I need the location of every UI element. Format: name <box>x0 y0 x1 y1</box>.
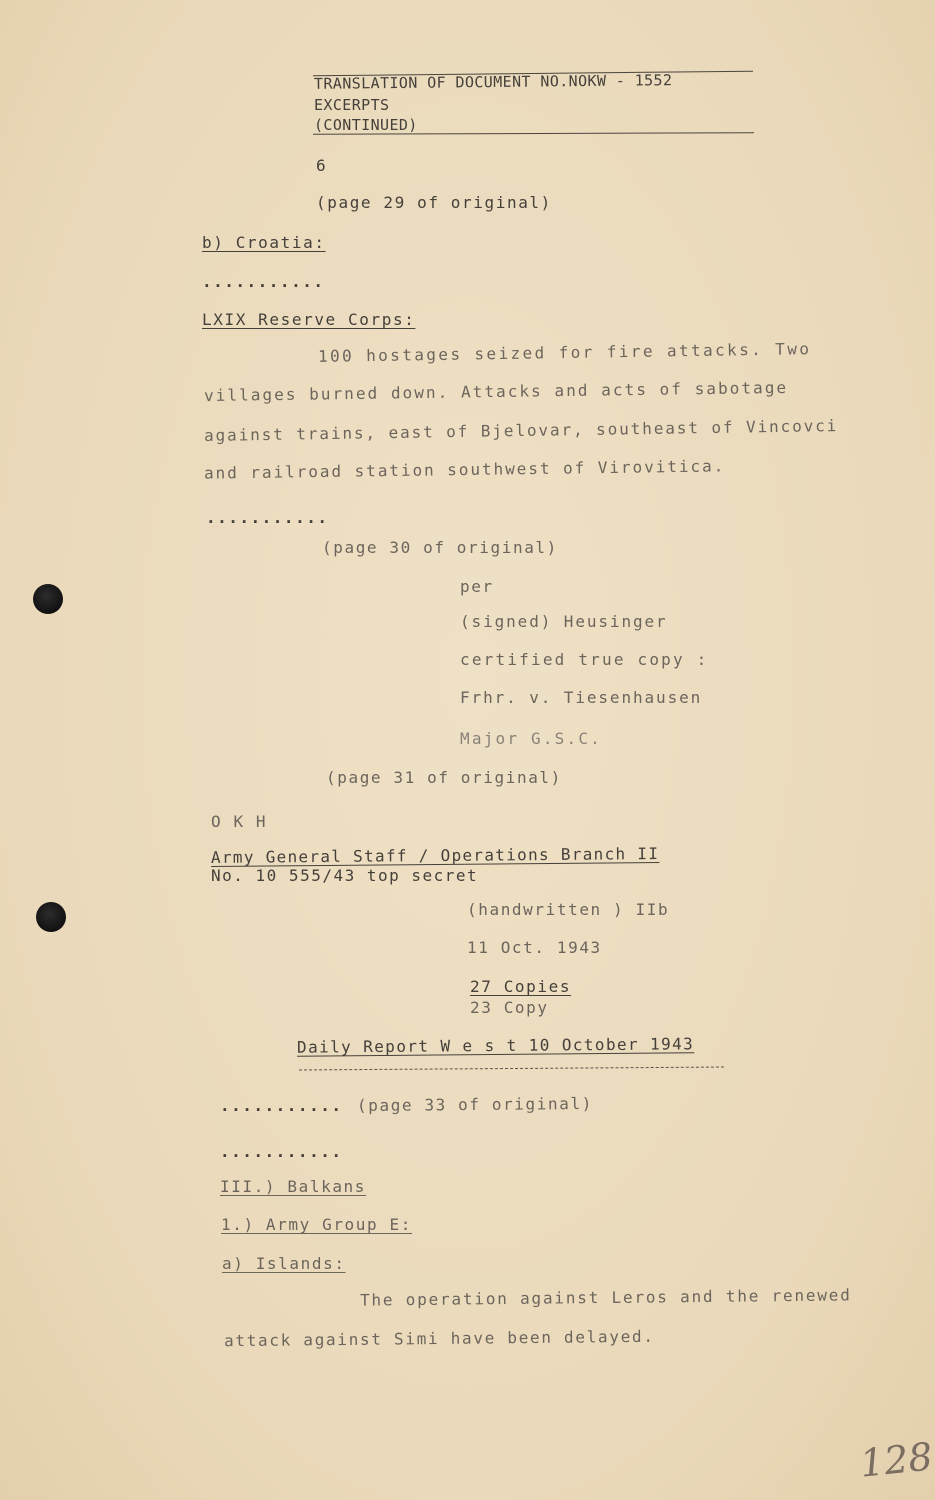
page-reference: (page 33 of original) <box>356 1093 593 1116</box>
copy-number: 23 Copy <box>470 998 549 1017</box>
heading-reserve-corps: LXIX Reserve Corps: <box>202 310 416 329</box>
dotted-separator: ........... <box>206 508 329 527</box>
branch-line: Army General Staff / Operations Branch II <box>210 844 660 867</box>
handwritten-page-number: 128 <box>857 1434 935 1486</box>
header-continued: (CONTINUED) <box>314 116 418 134</box>
certifier-rank: Major G.S.C. <box>460 729 602 748</box>
heading-croatia: b) Croatia: <box>202 233 326 252</box>
signature-per: per <box>460 577 494 596</box>
handwritten-note: (handwritten ) IIb <box>467 900 670 919</box>
page-reference: (page 29 of original) <box>316 193 552 212</box>
daily-report-title: Daily Report W e s t 10 October 1943 <box>296 1034 695 1057</box>
document-number: No. 10 555/43 top secret <box>211 866 479 885</box>
certifier-name: Frhr. v. Tiesenhausen <box>460 688 703 707</box>
signature-signed: (signed) Heusinger <box>460 612 668 631</box>
paragraph-line: 100 hostages seized for fire attacks. Two <box>317 339 812 366</box>
paragraph-line: villages burned down. Attacks and acts of sabotage <box>203 377 789 406</box>
certified-copy-line: certified true copy : <box>460 650 709 669</box>
dotted-separator: ........... <box>220 1096 343 1115</box>
punch-hole-top <box>33 584 63 614</box>
paragraph-line: against trains, east of Bjelovar, southeast of Vincovci <box>203 416 839 445</box>
paragraph-line: The operation against Leros and the renewed <box>359 1285 852 1310</box>
page-reference: (page 31 of original) <box>326 768 562 787</box>
copies-count: 27 Copies <box>470 977 572 996</box>
punch-hole-bottom <box>36 902 66 932</box>
dotted-separator: ........... <box>202 272 325 291</box>
paragraph-line: and railroad station southwest of Virovitica. <box>203 456 726 483</box>
okh-label: O K H <box>211 812 268 831</box>
heading-islands: a) Islands: <box>222 1254 346 1273</box>
heading-balkans: III.) Balkans <box>220 1177 367 1196</box>
report-title-underline <box>299 1067 724 1071</box>
header-bottom-rule <box>313 132 754 135</box>
header-excerpts: EXCERPTS <box>314 96 390 114</box>
header-title: TRANSLATION OF DOCUMENT NO.NOKW - 1552 <box>313 71 673 93</box>
heading-army-group: 1.) Army Group E: <box>221 1215 412 1234</box>
page-reference: (page 30 of original) <box>322 538 558 557</box>
section-number: 6 <box>316 156 328 175</box>
document-date: 11 Oct. 1943 <box>467 938 602 957</box>
dotted-separator: ........... <box>220 1142 343 1161</box>
paragraph-line: attack against Simi have been delayed. <box>223 1326 655 1351</box>
